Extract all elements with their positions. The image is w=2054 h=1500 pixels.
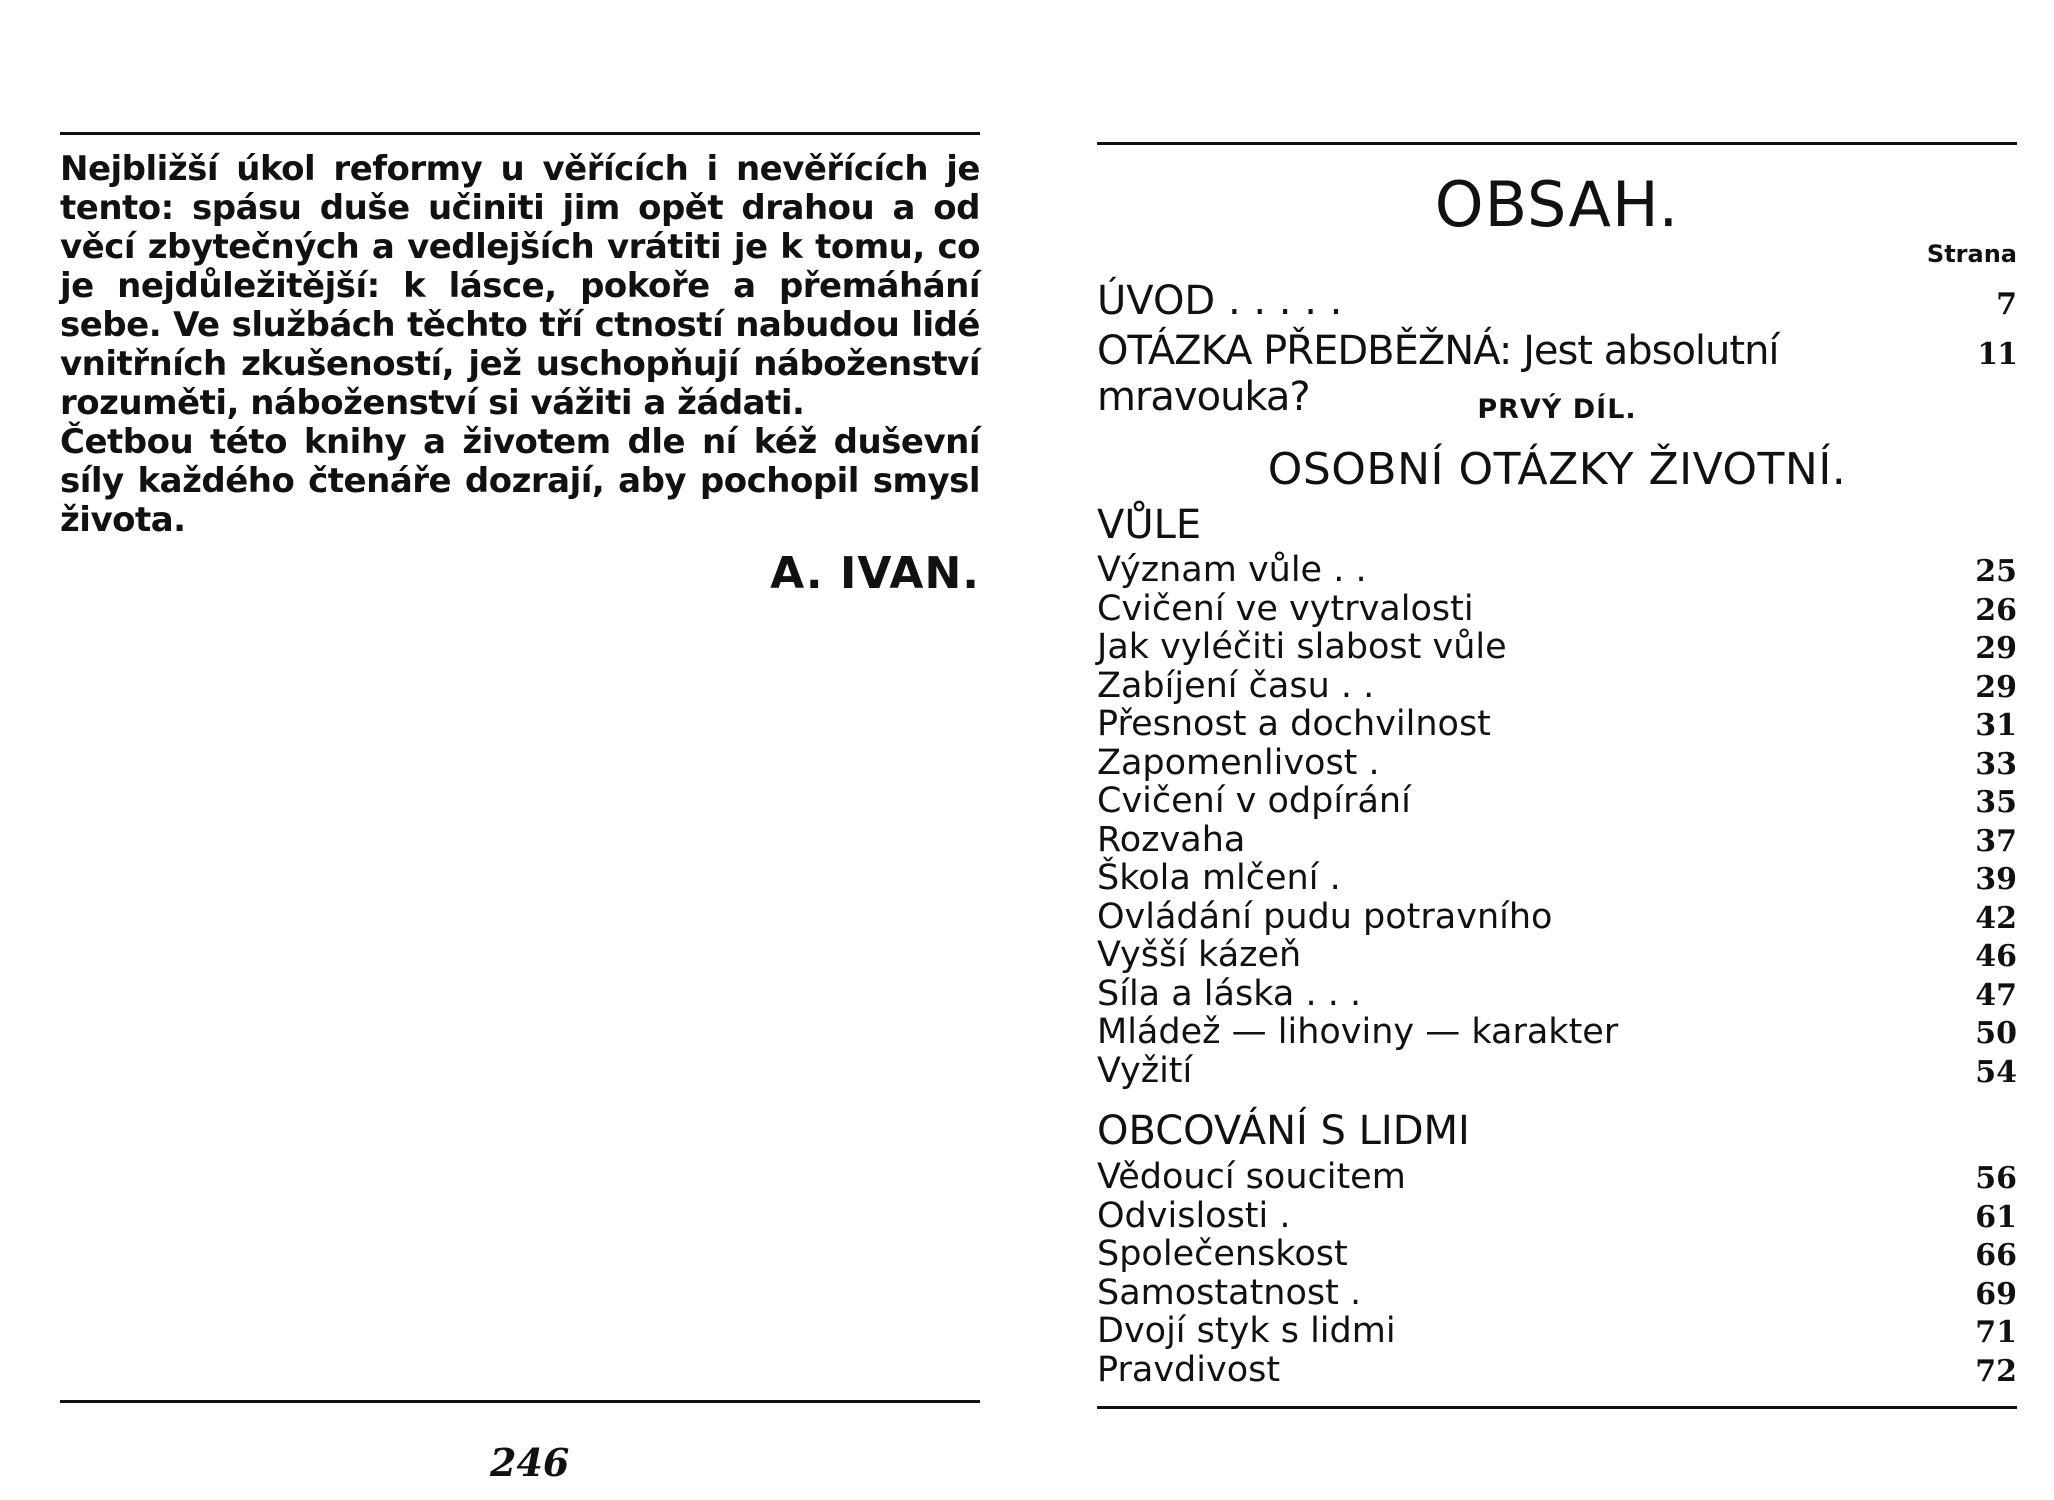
toc-entry-title: ÚVOD . . . . . — [1097, 278, 1343, 324]
toc-entry-page: 39 — [1975, 862, 2017, 897]
part-title: OSOBNÍ OTÁZKY ŽIVOTNÍ. — [1267, 444, 1847, 495]
toc-entry-page: 11 — [1977, 337, 2017, 372]
toc-entry — [1097, 551, 2017, 590]
toc-entry — [1097, 1312, 2017, 1351]
toc-entry-title: Zabíjení času . . — [1097, 665, 1375, 706]
toc-entry-page: 72 — [1975, 1353, 2017, 1389]
toc-entry-title: Rozvaha — [1097, 819, 1246, 860]
toc-entry-title: Vyšší kázeň — [1097, 935, 1302, 975]
toc-entry-page: 47 — [1975, 977, 2017, 1013]
toc-entry — [1097, 782, 2017, 821]
author-signature: A. IVAN. — [770, 548, 980, 599]
toc-entry-page: 42 — [1975, 900, 2017, 936]
toc-entry — [1097, 975, 2017, 1014]
toc-entry-page: 61 — [1975, 1199, 2017, 1235]
right-page — [1027, 0, 2054, 1500]
toc-entry-title: Odvislosti . — [1097, 1195, 1291, 1236]
section-heading: VŮLE — [1097, 502, 1202, 548]
toc-entry — [1097, 1013, 2017, 1052]
toc-entry-page: 29 — [1975, 631, 2017, 666]
toc-entry-page: 69 — [1975, 1276, 2017, 1312]
toc-entry-title: Ovládání pudu potravního — [1097, 896, 1553, 937]
page-number: 246 — [490, 1440, 570, 1485]
toc-entry-title: Význam vůle . . — [1097, 550, 1367, 590]
toc-entry-title: Samostatnost . — [1097, 1272, 1362, 1313]
toc-entry — [1097, 1351, 2017, 1390]
toc-entry — [1097, 936, 2017, 975]
toc-entry-page: 54 — [1975, 1054, 2017, 1090]
toc-entry-intro — [1097, 278, 2017, 324]
toc-entry-page: 7 — [1996, 287, 2017, 322]
toc-entry — [1097, 1197, 2017, 1236]
toc-entry-page: 29 — [1975, 669, 2017, 705]
part-label: PRVÝ DÍL. — [1477, 394, 1637, 425]
toc-entry-title: Cvičení ve vytrvalosti — [1097, 588, 1474, 629]
top-rule — [1097, 142, 2017, 145]
toc-entry-page: 33 — [1975, 746, 2017, 782]
section-heading: OBCOVÁNÍ S LIDMI — [1097, 1108, 1470, 1154]
toc-entry-page: 26 — [1975, 592, 2017, 628]
toc-entry-title: Zapomenlivost . — [1097, 742, 1380, 783]
top-rule — [60, 132, 980, 135]
closing-text — [60, 150, 980, 540]
toc-entry-page: 56 — [1975, 1161, 2017, 1196]
closing-paragraph: Četbou této knihy a životem dle ní kéž duševní síly každého čtenáře dozrají, aby pochopil smysl života. — [60, 422, 980, 540]
toc-title: OBSAH. — [1434, 168, 1680, 241]
toc-entry-page: 35 — [1975, 785, 2017, 820]
toc-entry-page: 25 — [1975, 554, 2017, 589]
toc-entry — [1097, 590, 2017, 629]
toc-entry-page: 46 — [1975, 939, 2017, 974]
toc-entry — [1097, 667, 2017, 706]
toc-entry — [1097, 1235, 2017, 1274]
toc-entry-page: 71 — [1975, 1315, 2017, 1350]
toc-entry-title: Vědoucí soucitem — [1097, 1157, 1406, 1197]
bottom-rule — [60, 1400, 980, 1403]
toc-entry-title: Cvičení v odpírání — [1097, 781, 1411, 821]
toc-entry-page: 37 — [1975, 823, 2017, 859]
toc-entry — [1097, 744, 2017, 783]
section-entries — [1097, 1158, 2017, 1389]
toc-entry-page: 66 — [1975, 1238, 2017, 1273]
toc-entry-page: 50 — [1975, 1016, 2017, 1051]
toc-entry-page: 31 — [1975, 708, 2017, 743]
toc-entry — [1097, 705, 2017, 744]
toc-entry-title: Škola mlčení . — [1097, 858, 1341, 898]
toc-entry-title: OTÁZKA PŘEDBĚŽNÁ: Jest absolutní mravouka? — [1097, 328, 1779, 420]
toc-entry-title: Přesnost a dochvilnost — [1097, 704, 1491, 744]
page-column-label: Strana — [1926, 240, 2017, 268]
section-entries — [1097, 551, 2017, 1090]
toc-entry — [1097, 898, 2017, 937]
toc-entry-title: Dvojí styk s lidmi — [1097, 1311, 1396, 1351]
toc-entry — [1097, 859, 2017, 898]
toc-entry-title: Společenskost — [1097, 1234, 1348, 1274]
toc-entry — [1097, 628, 2017, 667]
closing-paragraph: Nejbližší úkol reformy u věřících i nevěřících je tento: spásu duše učiniti jim opět drahou a od věcí zbytečných a vedlejších vrátiti je k tomu, co je nejdůležitější: k lásce, pokoře a přemáhání sebe. Ve službách těchto tří ctností nabudou lidé vnitřních zkušeností, jež uschopňují náboženství rozuměti, náboženství si vážiti a žádati. — [60, 149, 980, 423]
toc-entry-title: Mládež — lihoviny — karakter — [1097, 1012, 1619, 1052]
toc-entry-title: Pravdivost — [1097, 1349, 1281, 1390]
toc-entry-title: Vyžití — [1097, 1050, 1193, 1091]
toc-entry — [1097, 1052, 2017, 1091]
toc-entry-title: Síla a láska . . . — [1097, 973, 1362, 1014]
toc-entry — [1097, 1274, 2017, 1313]
toc-entry — [1097, 821, 2017, 860]
bottom-rule — [1097, 1406, 2017, 1409]
toc-entry-title: Jak vyléčiti slabost vůle — [1097, 627, 1507, 667]
toc-entry — [1097, 1158, 2017, 1197]
